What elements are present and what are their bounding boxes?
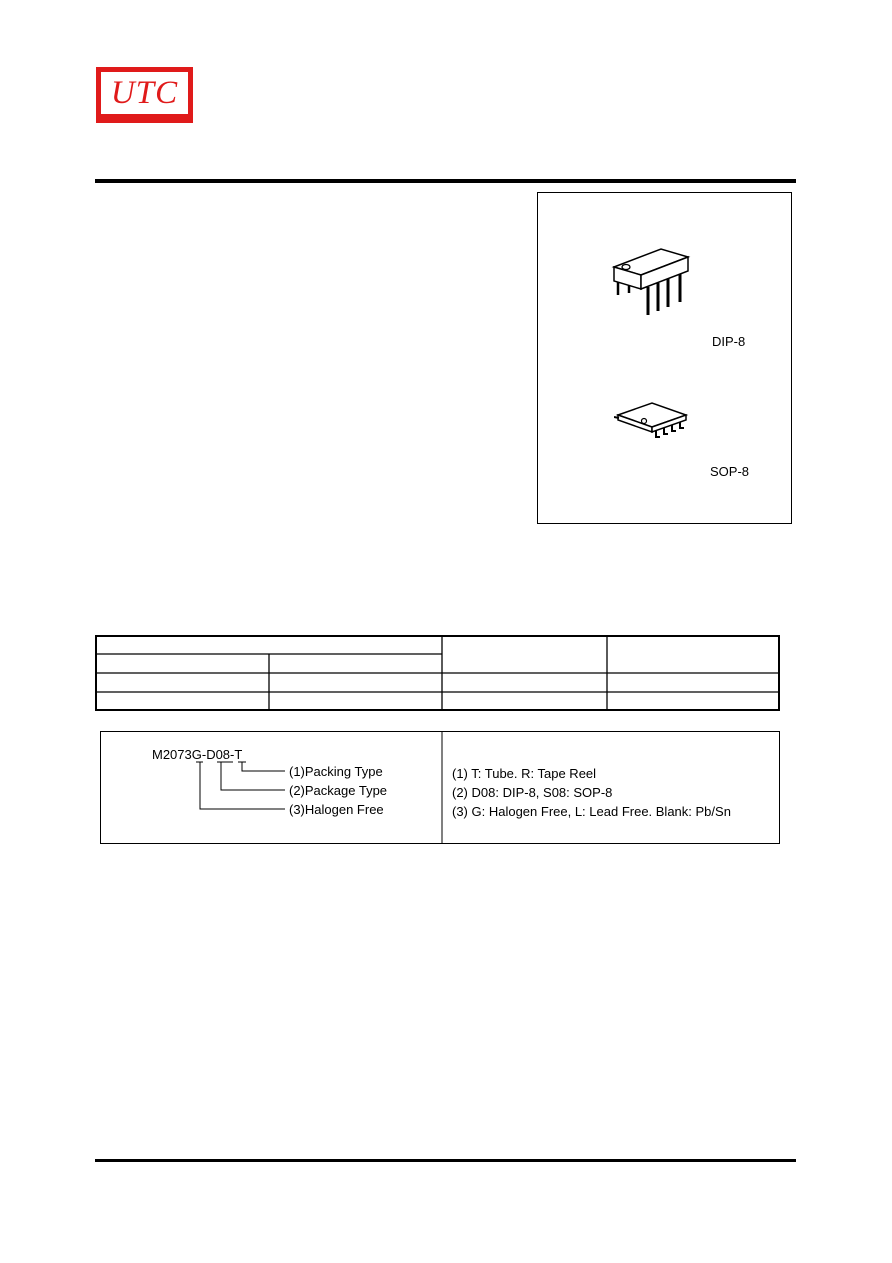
description-packing-type: (1) T: Tube. R: Tape Reel bbox=[452, 766, 597, 781]
field-label-package-type: (2)Package Type bbox=[289, 783, 388, 798]
field-label-packing-type: (1)Packing Type bbox=[289, 764, 383, 779]
dip-8-package-icon bbox=[606, 247, 696, 322]
ordering-table-grid bbox=[95, 635, 780, 711]
ordering-information-table bbox=[95, 635, 780, 711]
dip-8-label: DIP-8 bbox=[712, 334, 746, 349]
utc-logo bbox=[96, 67, 193, 123]
part-number-decoder bbox=[100, 731, 780, 844]
sop-8-package-icon bbox=[614, 399, 694, 449]
sop-8-label: SOP-8 bbox=[710, 464, 750, 479]
utc-logo-frame bbox=[100, 71, 189, 115]
description-halogen-free: (3) G: Halogen Free, L: Lead Free. Blank: Pb/Sn bbox=[452, 804, 731, 819]
utc-logo-text: UTC bbox=[110, 74, 179, 111]
header-rule bbox=[95, 179, 796, 183]
package-outline-box bbox=[537, 192, 792, 524]
description-package-type: (2) D08: DIP-8, S08: SOP-8 bbox=[452, 785, 613, 800]
footer-rule bbox=[95, 1159, 796, 1162]
field-label-halogen-free: (3)Halogen Free bbox=[289, 802, 384, 817]
part-number-example: M2073G-D08-T bbox=[152, 747, 243, 762]
